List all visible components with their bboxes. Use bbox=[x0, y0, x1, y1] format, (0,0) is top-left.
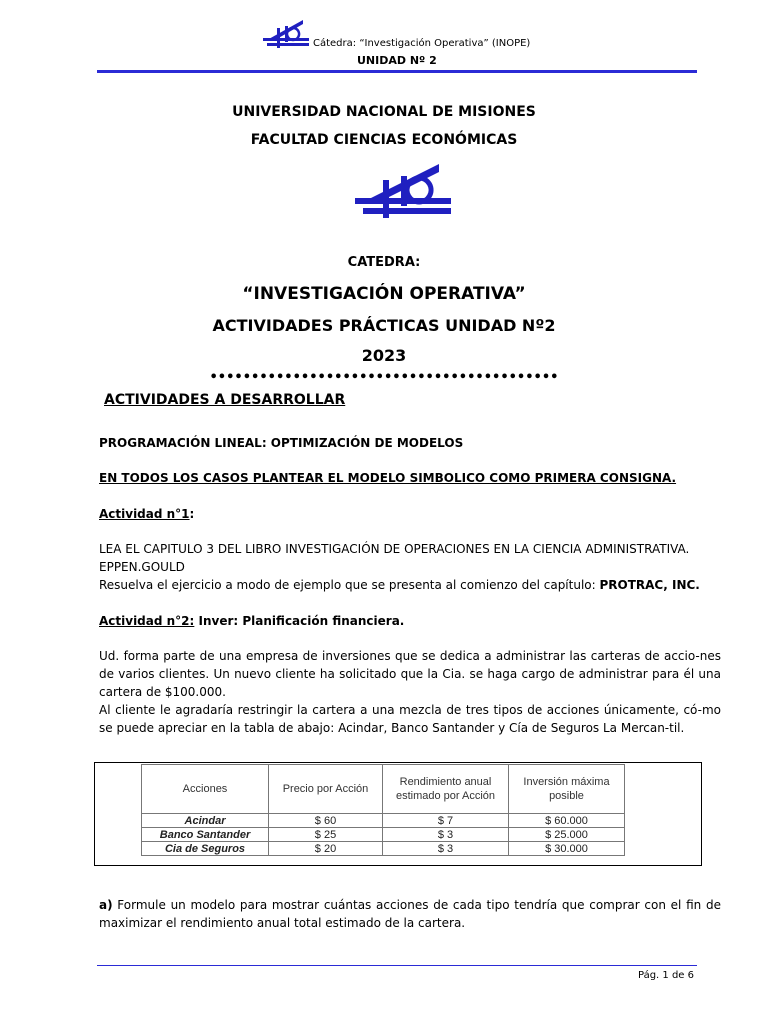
topic-heading: PROGRAMACIÓN LINEAL: OPTIMIZACIÓN DE MODELOS bbox=[99, 436, 464, 450]
table-cell: $ 3 bbox=[383, 842, 509, 856]
table-cell: $ 3 bbox=[383, 828, 509, 842]
stocks-table bbox=[141, 764, 625, 856]
question-a-text: Formule un modelo para mostrar cuántas acciones de cada tipo tendría que comprar con el fin de maximizar el rendimiento anual total estimado de la cartera. bbox=[99, 898, 721, 930]
activity1-line3-bold: PROTRAC, INC. bbox=[599, 578, 700, 592]
subject-title: “INVESTIGACIÓN OPERATIVA” bbox=[242, 284, 526, 304]
table-cell: $ 30.000 bbox=[509, 842, 625, 856]
table-cell: $ 25.000 bbox=[509, 828, 625, 842]
page-number: Pág. 1 de 6 bbox=[638, 970, 694, 981]
activity1-heading bbox=[99, 505, 721, 523]
header-catedra: Cátedra: “Investigación Operativa” (INOPE) bbox=[313, 38, 531, 49]
activity2-heading bbox=[99, 612, 721, 630]
faculty-logo bbox=[355, 160, 453, 218]
footer-rule bbox=[97, 965, 697, 966]
instruction: EN TODOS LOS CASOS PLANTEAR EL MODELO SIMBOLICO COMO PRIMERA CONSIGNA. bbox=[99, 471, 677, 485]
table-header-cell: Precio por Acción bbox=[269, 765, 383, 814]
faculty-name: FACULTAD CIENCIAS ECONÓMICAS bbox=[250, 132, 518, 148]
activity2-label: Actividad n°2: bbox=[99, 614, 195, 628]
table-cell: $ 7 bbox=[383, 814, 509, 828]
table-header-cell: Inversión máxima posible bbox=[509, 765, 625, 814]
header-rule bbox=[97, 70, 697, 73]
university-name: UNIVERSIDAD NACIONAL DE MISIONES bbox=[232, 104, 536, 120]
activity1-line3-text: Resuelva el ejercicio a modo de ejemplo que se presenta al comienzo del capítulo: bbox=[99, 578, 600, 592]
activity2-para2: Al cliente le agradaría restringir la cartera a una mezcla de tres tipos de acciones únicamente, có-mo se puede apreciar en la tabla de abajo: Acindar, Banco Santander y Cía de Seguros La Mercan-til. bbox=[99, 703, 721, 735]
catedra-label: CATEDRA: bbox=[347, 255, 421, 270]
question-a-label: a) bbox=[99, 898, 113, 912]
activity1-line3 bbox=[99, 576, 721, 594]
dotted-separator: •••••••••••••••••••••••••••••••••••••••••• bbox=[209, 370, 559, 385]
faculty-logo-small bbox=[263, 18, 311, 48]
activity1-colon: : bbox=[189, 507, 195, 521]
table-row bbox=[142, 828, 625, 842]
table-header-row bbox=[142, 765, 625, 814]
activity1-line1: LEA EL CAPITULO 3 DEL LIBRO INVESTIGACIÓN DE OPERACIONES EN LA CIENCIA ADMINISTRATIVA. bbox=[99, 542, 690, 556]
activity2-title: Inver: Planificación financiera. bbox=[194, 614, 405, 628]
table-cell: Banco Santander bbox=[142, 828, 269, 842]
activity2-para1: Ud. forma parte de una empresa de inversiones que se dedica a administrar las carteras de accio-nes de varios clientes. Un nuevo cliente ha solicitado que la Cia. se haga cargo de administrar para él una cartera de $100.000. bbox=[99, 649, 721, 699]
question-a bbox=[99, 896, 721, 932]
section-heading: ACTIVIDADES A DESARROLLAR bbox=[104, 392, 346, 408]
table-cell: $ 25 bbox=[269, 828, 383, 842]
activity1-label: Actividad n°1 bbox=[99, 507, 190, 521]
table-header-cell: Rendimiento anual estimado por Acción bbox=[383, 765, 509, 814]
table-row bbox=[142, 814, 625, 828]
activity1-line2: EPPEN.GOULD bbox=[99, 560, 185, 574]
table-cell: $ 60 bbox=[269, 814, 383, 828]
table-row bbox=[142, 842, 625, 856]
table-cell: Cia de Seguros bbox=[142, 842, 269, 856]
table-cell: $ 60.000 bbox=[509, 814, 625, 828]
table-cell: $ 20 bbox=[269, 842, 383, 856]
year: 2023 bbox=[361, 346, 407, 365]
activities-title: ACTIVIDADES PRÁCTICAS UNIDAD Nº2 bbox=[212, 316, 556, 335]
header-unidad: UNIDAD Nº 2 bbox=[357, 54, 437, 67]
table-cell: Acindar bbox=[142, 814, 269, 828]
table-header-cell: Acciones bbox=[142, 765, 269, 814]
